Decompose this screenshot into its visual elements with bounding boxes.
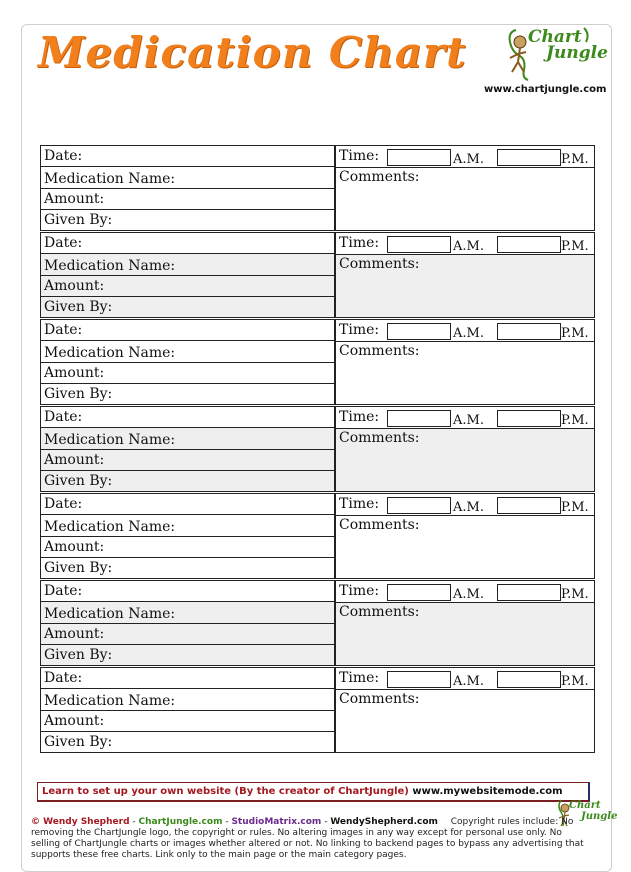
entry-time-comments [335,580,595,666]
comments-label: Comments: [339,169,420,185]
comments-label: Comments: [339,256,420,272]
medication-entry [40,580,595,667]
entry-time-comments [335,667,595,753]
entry-details [40,667,335,753]
banner-text[interactable]: Learn to set up your own website (By the creator of ChartJungle) [42,786,409,797]
given-by-field[interactable] [41,732,334,752]
amount-field[interactable] [41,711,334,732]
date-field[interactable] [41,146,334,167]
date-label: Date: [44,235,83,251]
entry-time-comments [335,232,595,318]
am-label: A.M. [453,674,484,689]
entry-time-comments [335,406,595,492]
small-logo-text-jungle: Jungle [581,811,618,822]
comments-label: Comments: [339,604,420,620]
amount-label: Amount: [44,713,105,729]
comments-label: Comments: [339,343,420,359]
pm-time-input[interactable] [497,323,561,340]
medication-name-field[interactable] [41,428,334,450]
footer-sep-1: - [129,817,139,827]
amount-label: Amount: [44,191,105,207]
amount-field[interactable] [41,450,334,471]
pm-label: P.M. [561,152,589,167]
footer-site-wendyshepherd[interactable]: WendyShepherd.com [330,817,438,827]
banner-url[interactable]: www.mywebsitemode.com [412,786,563,797]
time-label: Time: [339,235,380,251]
logo-text-chart: Chart [528,27,582,47]
entry-details [40,406,335,492]
amount-label: Amount: [44,278,105,294]
entry-details [40,580,335,666]
comments-field[interactable] [336,429,594,491]
medication-entry [40,319,595,406]
date-field[interactable] [41,407,334,428]
pm-label: P.M. [561,239,589,254]
amount-label: Amount: [44,365,105,381]
am-time-input[interactable] [387,497,451,514]
amount-label: Amount: [44,626,105,642]
given-by-field[interactable] [41,558,334,578]
entry-time-comments [335,493,595,579]
footer-rules-text: No removing the ChartJungle logo, the copyright or rules. No altering images in any way except for personal use only. No selling of ChartJungle charts or images whether altered or not. No linking to backend pages to bypass any advertising that supports these free charts. Link only to the main page or the main category pages. [31,817,584,860]
comments-field[interactable] [336,690,594,752]
chartjungle-logo [498,22,608,84]
time-row [336,668,594,690]
pm-time-input[interactable] [497,410,561,427]
pm-time-input[interactable] [497,584,561,601]
comments-field[interactable] [336,342,594,404]
website-banner[interactable] [37,782,590,802]
entry-details [40,493,335,579]
am-time-input[interactable] [387,671,451,688]
date-label: Date: [44,322,83,338]
medication-name-field[interactable] [41,689,334,711]
am-time-input[interactable] [387,584,451,601]
medication-name-label: Medication Name: [44,171,176,187]
medication-entry [40,232,595,319]
pm-time-input[interactable] [497,149,561,166]
time-row [336,407,594,429]
medication-entry [40,145,595,232]
given-by-label: Given By: [44,473,113,489]
date-label: Date: [44,496,83,512]
comments-field[interactable] [336,516,594,578]
entry-time-comments [335,145,595,231]
amount-field[interactable] [41,624,334,645]
footer-sep-3: - [321,817,331,827]
medication-name-label: Medication Name: [44,519,176,535]
footer [31,817,591,861]
medication-name-label: Medication Name: [44,606,176,622]
am-label: A.M. [453,239,484,254]
date-field[interactable] [41,320,334,341]
given-by-field[interactable] [41,210,334,230]
time-row [336,233,594,255]
footer-site-studiomatrix[interactable]: StudioMatrix.com [231,817,322,827]
given-by-field[interactable] [41,645,334,665]
footer-site-chartjungle[interactable]: ChartJungle.com [138,817,223,827]
given-by-label: Given By: [44,647,113,663]
date-label: Date: [44,409,83,425]
medication-name-field[interactable] [41,341,334,363]
am-label: A.M. [453,413,484,428]
medication-name-label: Medication Name: [44,693,176,709]
am-label: A.M. [453,326,484,341]
date-label: Date: [44,670,83,686]
medication-entry [40,493,595,580]
given-by-label: Given By: [44,560,113,576]
logo-text-jungle: Jungle [546,43,608,63]
time-label: Time: [339,670,380,686]
time-row [336,581,594,603]
am-label: A.M. [453,152,484,167]
given-by-field[interactable] [41,297,334,317]
entry-details [40,145,335,231]
given-by-label: Given By: [44,212,113,228]
amount-field[interactable] [41,276,334,297]
am-time-input[interactable] [387,323,451,340]
medication-entry [40,406,595,493]
time-label: Time: [339,322,380,338]
comments-label: Comments: [339,691,420,707]
date-label: Date: [44,583,83,599]
pm-label: P.M. [561,500,589,515]
amount-field[interactable] [41,537,334,558]
amount-label: Amount: [44,539,105,555]
pm-label: P.M. [561,326,589,341]
medication-name-field[interactable] [41,515,334,537]
medication-name-label: Medication Name: [44,432,176,448]
pm-label: P.M. [561,413,589,428]
am-label: A.M. [453,500,484,515]
date-field[interactable] [41,494,334,515]
medication-name-label: Medication Name: [44,345,176,361]
given-by-label: Given By: [44,299,113,315]
logo-url[interactable]: www.chartjungle.com [484,84,607,95]
date-field[interactable] [41,668,334,689]
medication-entry [40,667,595,754]
given-by-label: Given By: [44,734,113,750]
time-label: Time: [339,583,380,599]
page-title: Medication Chart [38,28,467,77]
pm-time-input[interactable] [497,671,561,688]
given-by-field[interactable] [41,471,334,491]
given-by-label: Given By: [44,386,113,402]
small-logo-text-chart: Chart [569,800,601,811]
comments-label: Comments: [339,517,420,533]
am-label: A.M. [453,587,484,602]
entry-details [40,319,335,405]
date-label: Date: [44,148,83,164]
pm-time-input[interactable] [497,497,561,514]
amount-label: Amount: [44,452,105,468]
medication-name-field[interactable] [41,167,334,189]
medication-name-label: Medication Name: [44,258,176,274]
comments-field[interactable] [336,255,594,317]
amount-field[interactable] [41,363,334,384]
pm-label: P.M. [561,674,589,689]
amount-field[interactable] [41,189,334,210]
time-row [336,494,594,516]
time-row [336,146,594,168]
pm-label: P.M. [561,587,589,602]
comments-field[interactable] [336,603,594,665]
date-field[interactable] [41,233,334,254]
footer-copyright: © Wendy Shepherd [31,817,130,827]
medication-name-field[interactable] [41,602,334,624]
time-label: Time: [339,496,380,512]
date-field[interactable] [41,581,334,602]
time-row [336,320,594,342]
footer-sep-2: - [222,817,232,827]
entry-time-comments [335,319,595,405]
comments-label: Comments: [339,430,420,446]
time-label: Time: [339,409,380,425]
am-time-input[interactable] [387,149,451,166]
pm-time-input[interactable] [497,236,561,253]
time-label: Time: [339,148,380,164]
footer-rules-intro: Copyright rules include: [450,817,559,827]
medication-name-field[interactable] [41,254,334,276]
comments-field[interactable] [336,168,594,230]
given-by-field[interactable] [41,384,334,404]
am-time-input[interactable] [387,236,451,253]
am-time-input[interactable] [387,410,451,427]
entry-details [40,232,335,318]
